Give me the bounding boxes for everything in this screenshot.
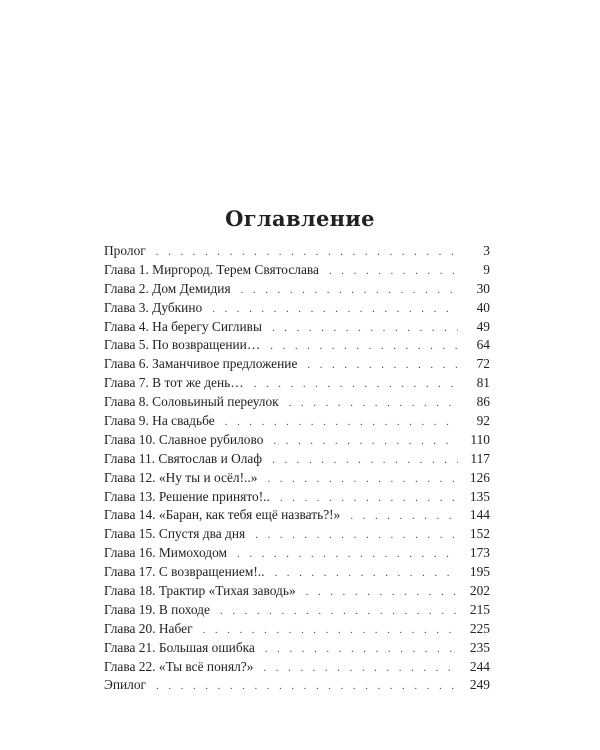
toc-entry-page-number: 202	[469, 583, 490, 599]
toc-entry-label: Глава 20. Набег	[104, 620, 193, 636]
toc-entry-label: Пролог	[104, 243, 146, 258]
toc-entry-page-number: 249	[469, 677, 490, 693]
toc-dot-leader	[267, 470, 458, 489]
toc-dot-leader	[212, 300, 458, 319]
toc-entry-label: Глава 6. Заманчивое предложение	[104, 356, 298, 372]
toc-dot-leader	[307, 356, 458, 375]
toc-entry-page-number: 81	[476, 375, 490, 391]
toc-dot-leader	[272, 319, 458, 338]
toc-dot-leader	[237, 545, 458, 564]
toc-entry	[104, 639, 490, 658]
toc-entry	[104, 658, 490, 677]
toc-entry-page-number: 72	[476, 356, 490, 372]
toc-entry-label: Глава 3. Дубкино	[104, 299, 203, 315]
toc-entry-page-number: 117	[470, 450, 490, 466]
toc-entry-page-number: 215	[469, 601, 490, 617]
toc-entry-page-number: 40	[476, 299, 490, 315]
toc-entry-label: Глава 13. Решение принято!..	[104, 488, 270, 504]
toc-entry-page-number: 9	[483, 261, 490, 277]
toc-entry	[104, 280, 490, 299]
toc-entry-page-number: 225	[469, 620, 490, 636]
toc-title: Оглавление	[225, 206, 375, 231]
toc-entry	[104, 355, 490, 374]
toc-entry-label: Глава 4. На берегу Сигливы	[104, 318, 262, 334]
toc-entry-label: Глава 2. Дом Демидия	[104, 280, 231, 296]
toc-dot-leader	[280, 489, 458, 508]
table-of-contents	[104, 242, 490, 695]
toc-entry-page-number: 244	[469, 658, 490, 674]
toc-entry	[104, 544, 490, 563]
toc-entry	[104, 318, 490, 337]
toc-entry	[104, 506, 490, 525]
toc-dot-leader	[329, 262, 458, 281]
toc-entry	[104, 601, 490, 620]
toc-dot-leader	[255, 526, 458, 545]
toc-entry-page-number: 30	[476, 280, 490, 296]
toc-entry	[104, 299, 490, 318]
toc-dot-leader	[241, 281, 458, 300]
toc-entry-page-number: 135	[469, 488, 490, 504]
toc-entry-page-number: 152	[469, 526, 490, 542]
toc-entry	[104, 431, 490, 450]
toc-dot-leader	[203, 621, 458, 640]
toc-entry	[104, 336, 490, 355]
toc-entry-page-number: 144	[469, 507, 490, 523]
toc-entry-label: Глава 12. «Ну ты и осёл!..»	[104, 469, 258, 485]
toc-entry-label: Глава 1. Миргород. Терем Святослава	[104, 261, 319, 277]
toc-entry	[104, 393, 490, 412]
toc-entry	[104, 450, 490, 469]
toc-entry-label: Глава 14. «Баран, как тебя ещё назвать?!»	[104, 507, 341, 523]
toc-entry-label: Глава 10. Славное рубилово	[104, 431, 264, 447]
toc-dot-leader	[270, 337, 458, 356]
toc-dot-leader	[275, 564, 459, 583]
toc-entry	[104, 261, 490, 280]
toc-entry-label: Глава 5. По возвращении…	[104, 337, 261, 353]
toc-entry-label: Глава 11. Святослав и Олаф	[104, 450, 263, 466]
toc-entry	[104, 412, 490, 431]
toc-entry	[104, 469, 490, 488]
toc-entry	[104, 563, 490, 582]
toc-entry-page-number: 86	[476, 394, 490, 410]
toc-entry	[104, 620, 490, 639]
toc-entry	[104, 676, 490, 695]
toc-entry-label: Глава 22. «Ты всё понял?»	[104, 658, 254, 674]
toc-entry-label: Эпилог	[104, 677, 147, 693]
toc-dot-leader	[289, 394, 458, 413]
toc-entry-label: Глава 8. Соловьиный переулок	[104, 394, 279, 410]
toc-entry-page-number: 173	[469, 545, 490, 561]
toc-dot-leader	[350, 507, 458, 526]
toc-entry	[104, 582, 490, 601]
toc-dot-leader	[273, 432, 458, 451]
toc-dot-leader	[265, 640, 458, 659]
toc-dot-leader	[254, 375, 458, 394]
toc-entry-label: Глава 17. С возвращением!..	[104, 564, 265, 580]
toc-dot-leader	[220, 602, 458, 621]
toc-entry-label: Глава 7. В тот же день…	[104, 375, 244, 391]
toc-entry-label: Глава 15. Спустя два дня	[104, 526, 246, 542]
toc-entry-label: Глава 9. На свадьбе	[104, 413, 215, 429]
toc-dot-leader	[272, 451, 458, 470]
toc-entry-page-number: 49	[476, 318, 490, 334]
toc-dot-leader	[306, 583, 458, 602]
toc-dot-leader	[263, 659, 458, 678]
toc-dot-leader	[156, 677, 458, 696]
toc-entry-page-number: 235	[469, 639, 490, 655]
toc-entry-label: Глава 16. Мимоходом	[104, 545, 228, 561]
toc-entry	[104, 488, 490, 507]
toc-entry-page-number: 92	[476, 413, 490, 429]
toc-dot-leader	[225, 413, 458, 432]
toc-entry-page-number: 195	[469, 564, 490, 580]
toc-entry-label: Глава 18. Трактир «Тихая заводь»	[104, 583, 296, 599]
toc-entry-label: Глава 21. Большая ошибка	[104, 639, 255, 655]
toc-dot-leader	[156, 243, 458, 262]
toc-entry	[104, 242, 490, 261]
toc-entry-page-number: 110	[470, 431, 490, 447]
toc-entry	[104, 374, 490, 393]
toc-entry	[104, 525, 490, 544]
toc-entry-page-number: 3	[483, 243, 490, 258]
toc-entry-page-number: 64	[476, 337, 490, 353]
toc-entry-page-number: 126	[469, 469, 490, 485]
toc-entry-label: Глава 19. В походе	[104, 601, 210, 617]
